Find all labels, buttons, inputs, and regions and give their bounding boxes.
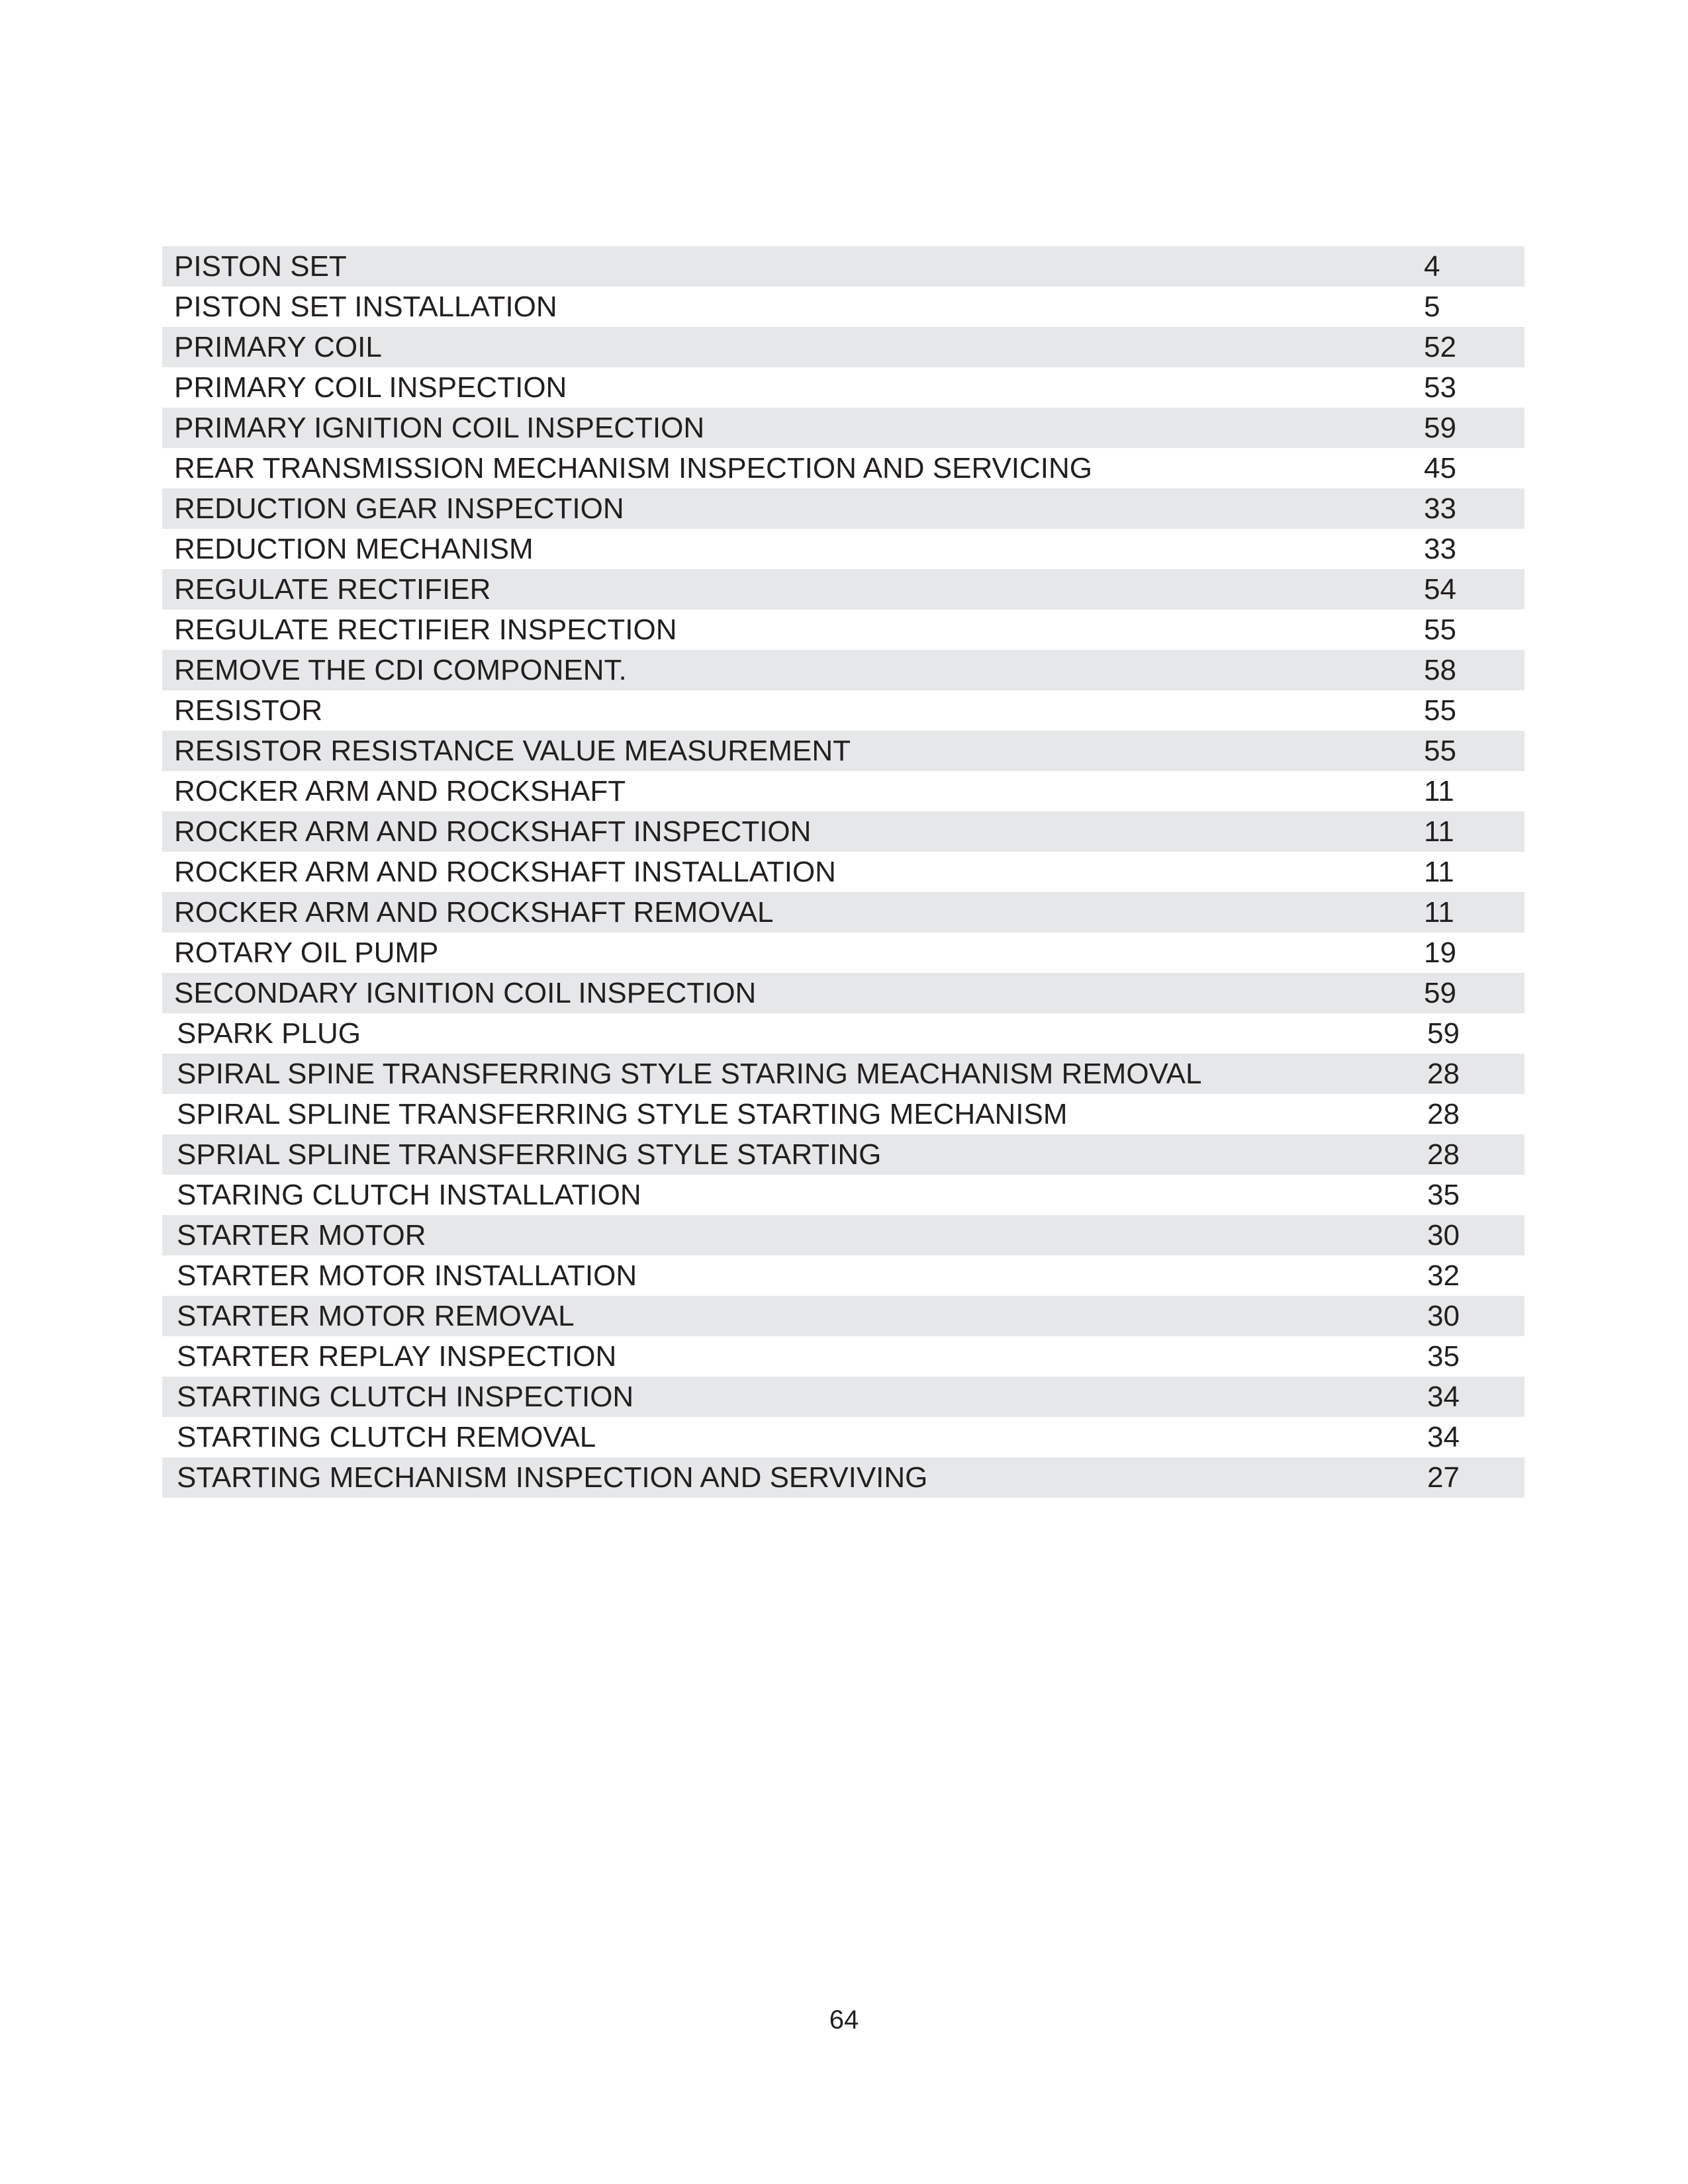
entry-page: 32 <box>1427 1259 1460 1292</box>
entry-title: REGULATE RECTIFIER <box>174 573 491 606</box>
index-row <box>162 448 1524 488</box>
entry-page: 30 <box>1427 1300 1460 1332</box>
entry-page: 59 <box>1424 977 1456 1009</box>
entry-page: 28 <box>1427 1138 1460 1171</box>
entry-title: SPRIAL SPLINE TRANSFERRING STYLE STARTING <box>177 1138 882 1171</box>
entry-page: 34 <box>1427 1421 1460 1453</box>
entry-title: STARTING CLUTCH REMOVAL <box>177 1421 596 1453</box>
index-row <box>162 1255 1524 1296</box>
entry-title: PISTON SET INSTALLATION <box>174 291 557 323</box>
entry-page: 11 <box>1424 856 1454 888</box>
index-row <box>162 1094 1524 1134</box>
entry-title: RESISTOR RESISTANCE VALUE MEASUREMENT <box>174 735 851 767</box>
entry-page: 28 <box>1427 1058 1460 1090</box>
entry-page: 27 <box>1427 1461 1460 1494</box>
index-row <box>162 1175 1524 1215</box>
index-row <box>162 1417 1524 1457</box>
entry-page: 5 <box>1424 291 1440 323</box>
entry-title: RESISTOR <box>174 694 323 727</box>
entry-page: 11 <box>1424 815 1454 848</box>
entry-title: STARTING CLUTCH INSPECTION <box>177 1381 634 1413</box>
index-row <box>162 731 1524 771</box>
index-row <box>162 246 1524 287</box>
entry-title: STARTING MECHANISM INSPECTION AND SERVIVING <box>177 1461 928 1494</box>
index-row <box>162 650 1524 690</box>
entry-title: STARTER REPLAY INSPECTION <box>177 1340 617 1373</box>
entry-title: PISTON SET <box>174 250 347 283</box>
entry-page: 52 <box>1424 331 1456 363</box>
entry-title: STARTER MOTOR REMOVAL <box>177 1300 575 1332</box>
index-row <box>162 408 1524 448</box>
entry-title: REMOVE THE CDI COMPONENT. <box>174 654 627 686</box>
entry-page: 35 <box>1427 1179 1460 1211</box>
entry-title: SECONDARY IGNITION COIL INSPECTION <box>174 977 757 1009</box>
entry-page: 34 <box>1427 1381 1460 1413</box>
entry-title: PRIMARY COIL <box>174 331 382 363</box>
index-row <box>162 529 1524 569</box>
entry-page: 19 <box>1424 936 1456 969</box>
index-row <box>162 933 1524 973</box>
entry-title: STARTER MOTOR <box>177 1219 426 1251</box>
entry-page: 33 <box>1424 492 1456 525</box>
entry-title: REDUCTION MECHANISM <box>174 533 534 565</box>
index-row <box>162 1336 1524 1377</box>
entry-page: 55 <box>1424 735 1456 767</box>
entry-title: ROTARY OIL PUMP <box>174 936 439 969</box>
index-row <box>162 1377 1524 1417</box>
entry-page: 53 <box>1424 371 1456 404</box>
index-row <box>162 811 1524 852</box>
index-row <box>162 488 1524 529</box>
entry-page: 45 <box>1424 452 1456 484</box>
index-row <box>162 1054 1524 1094</box>
entry-page: 55 <box>1424 694 1456 727</box>
index-row <box>162 973 1524 1013</box>
entry-title: REGULATE RECTIFIER INSPECTION <box>174 614 677 646</box>
entry-title: SPIRAL SPLINE TRANSFERRING STYLE STARTING MECHANISM <box>177 1098 1068 1130</box>
entry-page: 28 <box>1427 1098 1460 1130</box>
entry-page: 4 <box>1424 250 1440 283</box>
index-row <box>162 1457 1524 1498</box>
entry-title: REDUCTION GEAR INSPECTION <box>174 492 624 525</box>
entry-page: 30 <box>1427 1219 1460 1251</box>
index-row <box>162 1134 1524 1175</box>
entry-page: 11 <box>1424 896 1454 929</box>
entry-title: REAR TRANSMISSION MECHANISM INSPECTION AND SERVICING <box>174 452 1093 484</box>
index-row <box>162 287 1524 327</box>
entry-title: ROCKER ARM AND ROCKSHAFT REMOVAL <box>174 896 774 929</box>
entry-page: 35 <box>1427 1340 1460 1373</box>
index-row <box>162 690 1524 731</box>
index-row <box>162 892 1524 933</box>
index-row <box>162 1296 1524 1336</box>
index-row <box>162 610 1524 650</box>
entry-page: 59 <box>1427 1017 1460 1050</box>
index-row <box>162 327 1524 367</box>
entry-title: STARTER MOTOR INSTALLATION <box>177 1259 637 1292</box>
entry-page: 11 <box>1424 775 1454 807</box>
entry-title: SPIRAL SPINE TRANSFERRING STYLE STARING MEACHANISM REMOVAL <box>177 1058 1202 1090</box>
entry-page: 33 <box>1424 533 1456 565</box>
entry-page: 55 <box>1424 614 1456 646</box>
index-row <box>162 1013 1524 1054</box>
entry-page: 54 <box>1424 573 1456 606</box>
index-row <box>162 569 1524 610</box>
entry-title: SPARK PLUG <box>177 1017 361 1050</box>
entry-title: ROCKER ARM AND ROCKSHAFT <box>174 775 626 807</box>
entry-page: 58 <box>1424 654 1456 686</box>
index-row <box>162 771 1524 811</box>
index-row <box>162 367 1524 408</box>
entry-title: ROCKER ARM AND ROCKSHAFT INSTALLATION <box>174 856 836 888</box>
page-number: 64 <box>829 2005 859 2034</box>
entry-title: PRIMARY IGNITION COIL INSPECTION <box>174 412 705 444</box>
entry-title: ROCKER ARM AND ROCKSHAFT INSPECTION <box>174 815 812 848</box>
index-row <box>162 1215 1524 1255</box>
entry-title: STARING CLUTCH INSTALLATION <box>177 1179 641 1211</box>
entry-title: PRIMARY COIL INSPECTION <box>174 371 567 404</box>
index-row <box>162 852 1524 892</box>
entry-page: 59 <box>1424 412 1456 444</box>
index-table <box>162 246 1524 1498</box>
